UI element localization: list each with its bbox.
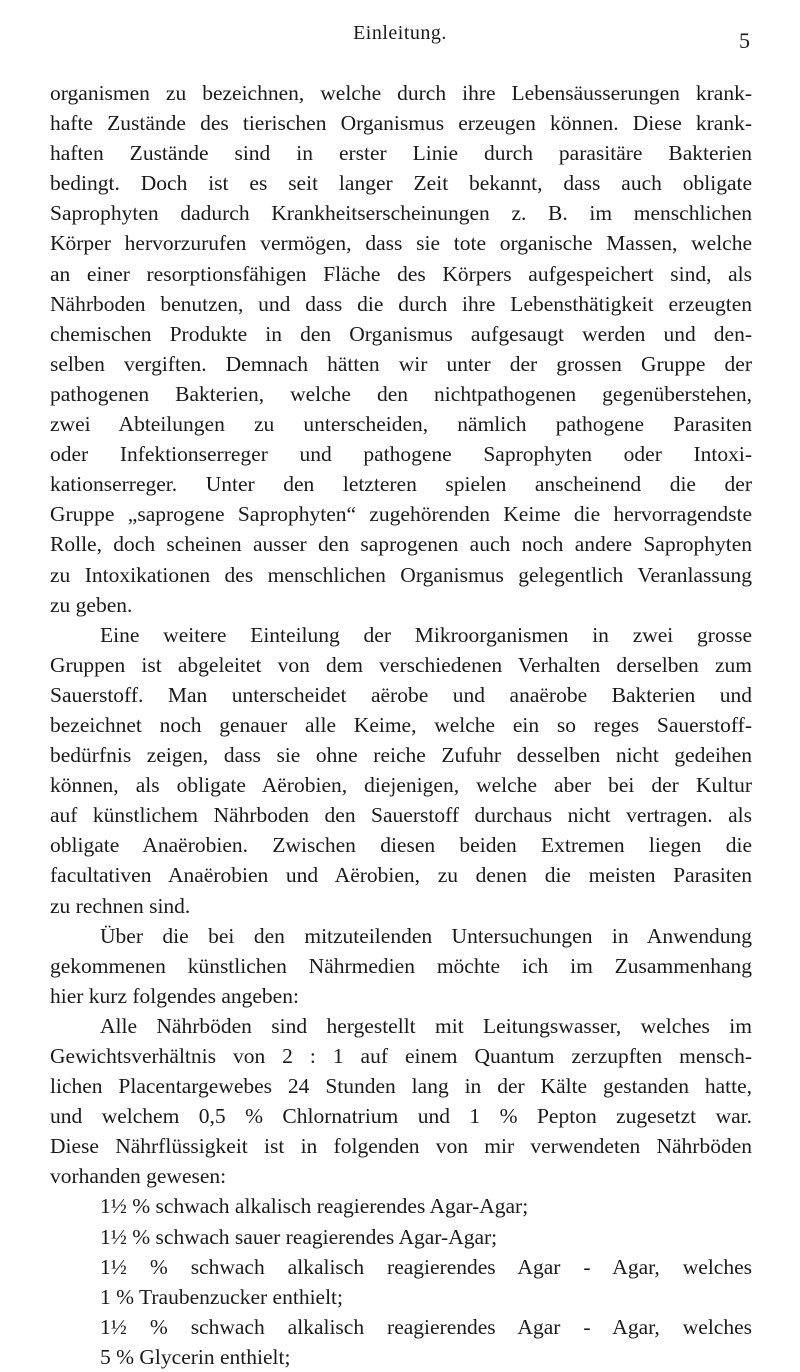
text-line: zu geben.: [50, 592, 133, 617]
text-line: an einer resorptionsfähigen Fläche des Körpers aufgespeichert sind, als: [50, 261, 752, 286]
text-line: selben vergiften. Demnach hätten wir unter der grossen Gruppe der: [50, 351, 752, 376]
list-item-line: 5 % Glycerin enthielt;: [100, 1344, 291, 1369]
text-line: haften Zustände sind in erster Linie durch parasitäre Bakterien: [50, 141, 752, 166]
page-header: [50, 22, 750, 52]
list-item-line: 1½ % schwach alkalisch reagierendes Agar-Agar;: [100, 1194, 529, 1219]
text-line: Nährboden benutzen, und dass die durch ihre Lebensthätigkeit erzeugten: [50, 291, 752, 316]
media-list: [50, 1191, 752, 1372]
paragraphs: [50, 78, 752, 1191]
text-line: Körper hervorzurufen vermögen, dass sie tote organische Massen, welche: [50, 231, 752, 256]
paragraph: [50, 921, 752, 1011]
text-line: Eine weitere Einteilung der Mikroorganismen in zwei grosse: [100, 622, 752, 647]
text-line: Rolle, doch scheinen ausser den saprogenen auch noch andere Saprophyten: [50, 532, 752, 557]
text-line: Über die bei den mitzuteilenden Untersuchungen in Anwendung: [100, 923, 752, 948]
paragraph: [50, 620, 752, 921]
list-item: [50, 1252, 752, 1312]
text-line: kationserreger. Unter den letzteren spielen anscheinend die der: [50, 472, 752, 497]
text-line: können, als obligate Aërobien, diejenigen, welche aber bei der Kultur: [50, 773, 752, 798]
body-text: [50, 78, 752, 1372]
text-line: hafte Zustände des tierischen Organismus erzeugen können. Diese krank-: [50, 111, 752, 136]
list-item-line: 1 % Traubenzucker enthielt;: [100, 1284, 344, 1309]
text-line: chemischen Produkte in den Organismus aufgesaugt werden und den-: [50, 321, 752, 346]
text-line: Gewichtsverhältnis von 2 : 1 auf einem Quantum zerzupften mensch-: [50, 1044, 752, 1068]
text-line: hier kurz folgendes angeben:: [50, 983, 299, 1008]
list-item: [50, 1312, 752, 1372]
text-line: lichen Placentargewebes 24 Stunden lang in der Kälte gestanden hatte,: [50, 1074, 752, 1099]
text-line: Diese Nährflüssigkeit ist in folgenden von mir verwendeten Nährböden: [50, 1134, 752, 1159]
running-title: Einleitung.: [353, 22, 447, 44]
text-line: und welchem 0,5 % Chlornatrium und 1 % Pepton zugesetzt war.: [50, 1104, 752, 1129]
list-item-line: 1½ % schwach sauer reagierendes Agar-Agar;: [100, 1224, 498, 1249]
list-item-line: 1½ % schwach alkalisch reagierendes Agar - Agar, welches: [100, 1314, 752, 1339]
paragraph: [50, 1011, 752, 1192]
text-line: bezeichnet noch genauer alle Keime, welche ein so reges Sauerstoff-: [50, 712, 752, 737]
text-line: facultativen Anaërobien und Aërobien, zu denen die meisten Parasiten: [50, 863, 752, 888]
text-line: zwei Abteilungen zu unterscheiden, nämlich pathogene Parasiten: [50, 412, 752, 437]
text-line: vorhanden gewesen:: [50, 1164, 227, 1189]
text-line: auf künstlichem Nährboden den Sauerstoff durchaus nicht vertragen. als: [50, 803, 752, 828]
paragraph: [50, 78, 752, 620]
list-item: [50, 1191, 752, 1221]
text-line: Gruppen ist abgeleitet von dem verschiedenen Verhalten derselben zum: [50, 652, 752, 677]
text-line: Alle Nährböden sind hergestellt mit Leitungswasser, welches im: [100, 1013, 752, 1038]
list-item-line: 1½ % schwach alkalisch reagierendes Agar - Agar, welches: [100, 1254, 752, 1279]
text-line: organismen zu bezeichnen, welche durch ihre Lebensäusserungen krank-: [50, 81, 752, 105]
text-line: obligate Anaërobien. Zwischen diesen beiden Extremen liegen die: [50, 833, 752, 858]
text-line: zu rechnen sind.: [50, 893, 191, 918]
text-line: pathogenen Bakterien, welche den nichtpathogenen gegenüberstehen,: [50, 381, 752, 406]
page-number: 5: [739, 28, 750, 53]
text-line: bedingt. Doch ist es seit langer Zeit bekannt, dass auch obligate: [50, 171, 752, 196]
text-line: oder Infektionserreger und pathogene Saprophyten oder Intoxi-: [50, 442, 752, 467]
text-line: bedürfnis zeigen, dass sie ohne reiche Zufuhr desselben nicht gedeihen: [50, 743, 752, 768]
text-line: gekommenen künstlichen Nährmedien möchte ich im Zusammenhang: [50, 953, 752, 978]
text-line: Sauerstoff. Man unterscheidet aërobe und anaërobe Bakterien und: [50, 682, 752, 707]
list-item: [50, 1222, 752, 1252]
text-line: Saprophyten dadurch Krankheitserscheinungen z. B. im menschlichen: [50, 201, 752, 226]
text-line: Gruppe „saprogene Saprophyten“ zugehörenden Keime die hervorragendste: [50, 502, 752, 527]
text-line: zu Intoxikationen des menschlichen Organismus gelegentlich Veranlassung: [50, 562, 752, 587]
